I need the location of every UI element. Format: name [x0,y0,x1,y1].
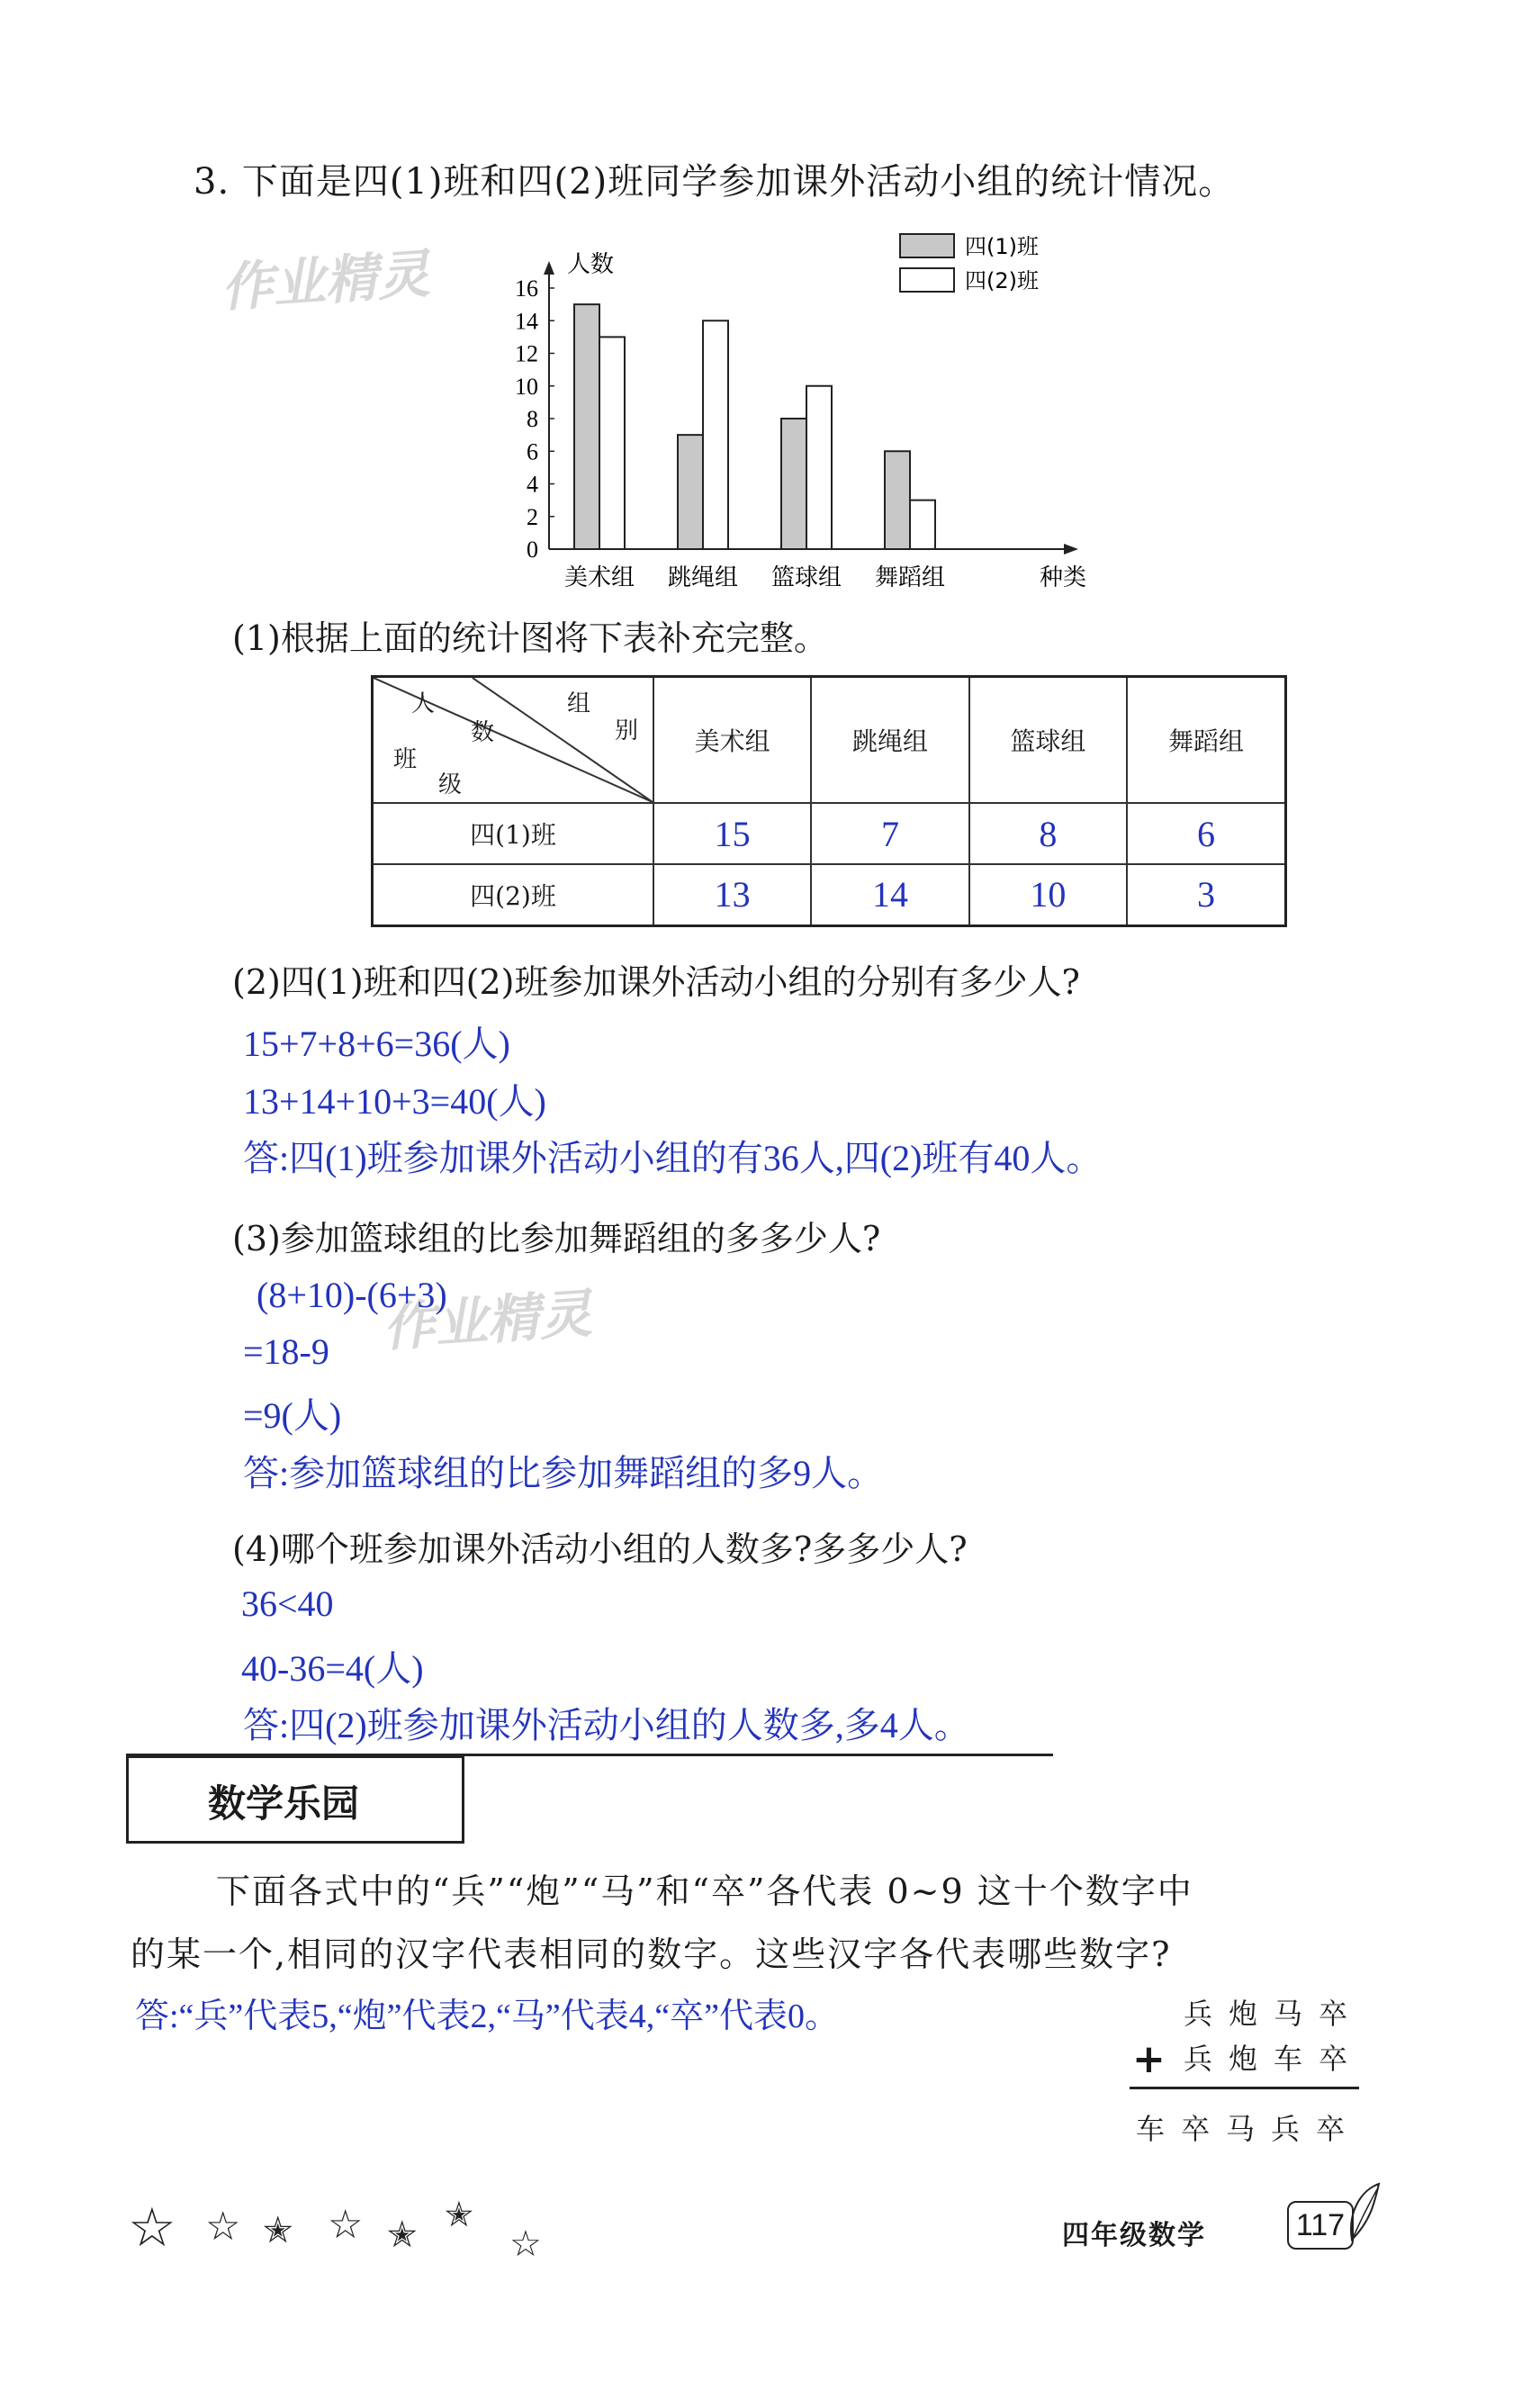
puzzle-line [1130,2087,1359,2089]
bar [703,320,728,549]
part2-prompt: (2)四(1)班和四(2)班参加课外活动小组的分别有多少人? [232,962,1080,1002]
row-label: 四(1)班 [373,803,654,864]
star-outline-icon: ☆ [205,2204,241,2250]
star-shaded-icon: ✭ [387,2214,418,2256]
bar [678,435,703,549]
leaf-decoration-icon [1343,2177,1388,2249]
x-tick-label: 舞蹈组 [874,564,946,591]
legend-swatch [900,234,954,257]
garden-box [126,1755,464,1844]
x-tick-label: 篮球组 [770,564,842,591]
star-outline-icon: ☆ [509,2223,542,2265]
watermark-top: 作业精灵 [219,242,432,319]
bar-chart [486,230,1116,594]
garden-text2: 的某一个,相同的汉字代表相同的数字。这些汉字各代表哪些数字? [131,1935,1172,1974]
bar [781,419,806,549]
garden-text1: 下面各式中的“兵”“炮”“马”和“卒”各代表 0~9 这十个数字中 [216,1871,1193,1911]
y-axis-label: 人数 [567,251,615,278]
garden-answer: 答:“兵”代表5,“炮”代表2,“马”代表4,“卒”代表0。 [135,1998,839,2035]
y-tick-label: 0 [527,537,538,563]
y-tick-label: 14 [515,308,538,335]
corner-bie: 别 [615,717,639,744]
question-title: 3. 下面是四(1)班和四(2)班同学参加课外活动小组的统计情况。 [194,161,1236,203]
bar [806,386,832,549]
bar [910,501,935,549]
star-outline-icon: ☆ [328,2202,364,2248]
y-tick-label: 6 [527,438,538,465]
star-shaded-icon: ✭ [445,2195,473,2234]
stat-table [371,675,1287,927]
part1-prompt: (1)根据上面的统计图将下表补充完整。 [232,618,828,658]
table-row [373,803,1286,864]
table-row [373,864,1286,925]
part3-line3: =9(人) [243,1395,342,1436]
bar [885,451,910,549]
puzzle-result: 车卒马兵卒 [1136,2112,1362,2146]
puzzle-row2: 兵炮车卒 [1184,2042,1364,2076]
legend-swatch [900,268,954,292]
table-cell: 13 [653,864,811,925]
corner-zu: 组 [567,690,591,717]
part3-line2: =18-9 [243,1331,329,1372]
star-outline-icon: ☆ [128,2196,176,2259]
row-label: 四(2)班 [373,864,654,925]
table-cell: 7 [811,803,968,864]
footer-label: 四年级数学 [1062,2220,1206,2251]
part3-answer: 答:参加篮球组的比参加舞蹈组的多9人。 [243,1453,884,1493]
y-tick-label: 8 [527,406,538,432]
garden-title: 数学乐园 [208,1781,360,1826]
table-cell: 6 [1127,803,1285,864]
corner-cell [373,677,654,804]
part2-line1: 15+7+8+6=36(人) [243,1024,510,1064]
bar [599,337,625,549]
y-tick-label: 4 [527,471,538,498]
x-axis-label: 种类 [1040,564,1087,591]
part3-prompt: (3)参加篮球组的比参加舞蹈组的多多少人? [232,1219,881,1258]
y-tick-label: 12 [515,340,538,367]
table-cell: 14 [811,864,968,925]
part4-line2: 40-36=4(人) [241,1648,424,1689]
table-cell: 8 [969,803,1127,864]
part2-answer: 答:四(1)班参加课外活动小组的有36人,四(2)班有40人。 [243,1138,1103,1178]
star-shaded-icon: ✭ [263,2210,293,2251]
y-tick-label: 16 [515,275,538,302]
header-cell: 舞蹈组 [1127,677,1285,804]
part2-line2: 13+14+10+3=40(人) [243,1081,546,1122]
corner-ren: 人 [411,690,436,717]
puzzle-plus: + [1132,2036,1166,2082]
bar [574,304,599,549]
part3-line1: (8+10)-(6+3) [257,1275,447,1315]
corner-shu: 数 [471,719,495,746]
y-tick-label: 10 [515,373,538,400]
part4-answer: 答:四(2)班参加课外活动小组的人数多,多4人。 [243,1705,970,1745]
part4-prompt: (4)哪个班参加课外活动小组的人数多?多多少人? [232,1529,968,1569]
y-tick-label: 2 [527,503,538,530]
corner-ban: 班 [393,746,418,773]
legend-label: 四(2)班 [965,268,1039,293]
y-axis-arrow [544,261,554,275]
legend-label: 四(1)班 [965,234,1039,259]
x-axis-arrow [1064,544,1078,555]
header-cell: 跳绳组 [811,677,968,804]
corner-ji: 级 [438,771,463,798]
page-number: 117 [1287,2201,1354,2250]
puzzle-row1: 兵炮马卒 [1184,1997,1364,2031]
table-cell: 15 [653,803,811,864]
table-cell: 10 [969,864,1127,925]
x-tick-label: 跳绳组 [667,564,739,591]
watermark-middle: 作业精灵 [381,1282,594,1358]
x-tick-label: 美术组 [563,564,635,591]
part4-line1: 36<40 [241,1583,334,1624]
header-cell: 篮球组 [969,677,1127,804]
header-cell: 美术组 [653,677,811,804]
table-cell: 3 [1127,864,1285,925]
